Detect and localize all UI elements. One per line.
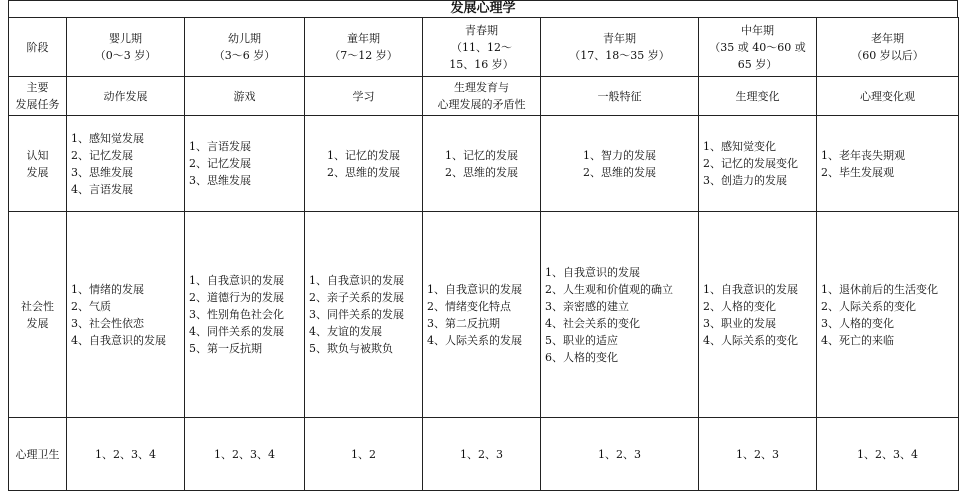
stage-header-puberty: 青春期 （11、12～ 15、16 岁）: [423, 18, 541, 77]
social-childhood: 1、自我意识的发展 2、亲子关系的发展 3、同伴关系的发展 4、友谊的发展 5、欺负与被欺负: [305, 212, 423, 418]
task-infancy: 动作发展: [67, 77, 185, 116]
document-page: [8, 0, 958, 490]
hygiene-youth: 1、2、3: [541, 418, 699, 491]
stage-header-early-childhood: 幼儿期 （3～6 岁）: [185, 18, 305, 77]
stage-header-old-age: 老年期 （60 岁以后）: [817, 18, 959, 77]
task-puberty: 生理发育与 心理发展的矛盾性: [423, 77, 541, 116]
social-infancy: 1、情绪的发展 2、气质 3、社会性依恋 4、自我意识的发展: [67, 212, 185, 418]
task-middle-age: 生理变化: [699, 77, 817, 116]
row-header-hygiene: 心理卫生: [9, 418, 67, 491]
row-tasks: [9, 77, 959, 116]
task-youth: 一般特征: [541, 77, 699, 116]
cognitive-childhood: 1、记忆的发展 2、思维的发展: [305, 116, 423, 212]
social-old-age: 1、退休前后的生活变化 2、人际关系的变化 3、人格的变化 4、死亡的来临: [817, 212, 959, 418]
social-puberty: 1、自我意识的发展 2、情绪变化特点 3、第二反抗期 4、人际关系的发展: [423, 212, 541, 418]
hygiene-puberty: 1、2、3: [423, 418, 541, 491]
row-header-stage: 阶段: [9, 18, 67, 77]
development-table: [8, 17, 959, 491]
row-cognitive: [9, 116, 959, 212]
row-header-social: 社会性 发展: [9, 212, 67, 418]
task-childhood: 学习: [305, 77, 423, 116]
stage-header-middle-age: 中年期 （35 或 40～60 或 65 岁）: [699, 18, 817, 77]
hygiene-middle-age: 1、2、3: [699, 418, 817, 491]
row-header-tasks: 主要 发展任务: [9, 77, 67, 116]
stage-header-childhood: 童年期 （7～12 岁）: [305, 18, 423, 77]
hygiene-infancy: 1、2、3、4: [67, 418, 185, 491]
table-title: 发展心理学: [8, 0, 958, 17]
cognitive-middle-age: 1、感知觉变化 2、记忆的发展变化 3、创造力的发展: [699, 116, 817, 212]
hygiene-old-age: 1、2、3、4: [817, 418, 959, 491]
hygiene-childhood: 1、2: [305, 418, 423, 491]
social-middle-age: 1、自我意识的发展 2、人格的变化 3、职业的发展 4、人际关系的变化: [699, 212, 817, 418]
row-header-cognitive: 认知 发展: [9, 116, 67, 212]
cognitive-infancy: 1、感知觉发展 2、记忆发展 3、思维发展 4、言语发展: [67, 116, 185, 212]
task-early-childhood: 游戏: [185, 77, 305, 116]
stage-header-infancy: 婴儿期 （0～3 岁）: [67, 18, 185, 77]
cognitive-puberty: 1、记忆的发展 2、思维的发展: [423, 116, 541, 212]
hygiene-early-childhood: 1、2、3、4: [185, 418, 305, 491]
task-old-age: 心理变化观: [817, 77, 959, 116]
stage-header-youth: 青年期 （17、18～35 岁）: [541, 18, 699, 77]
row-social: [9, 212, 959, 418]
cognitive-old-age: 1、老年丧失期观 2、毕生发展观: [817, 116, 959, 212]
social-early-childhood: 1、自我意识的发展 2、道德行为的发展 3、性别角色社会化 4、同伴关系的发展 5、第一反抗期: [185, 212, 305, 418]
social-youth: 1、自我意识的发展 2、人生观和价值观的确立 3、亲密感的建立 4、社会关系的变化 5、职业的适应 6、人格的变化: [541, 212, 699, 418]
cognitive-early-childhood: 1、言语发展 2、记忆发展 3、思维发展: [185, 116, 305, 212]
row-hygiene: [9, 418, 959, 491]
row-stage: [9, 18, 959, 77]
cognitive-youth: 1、智力的发展 2、思维的发展: [541, 116, 699, 212]
